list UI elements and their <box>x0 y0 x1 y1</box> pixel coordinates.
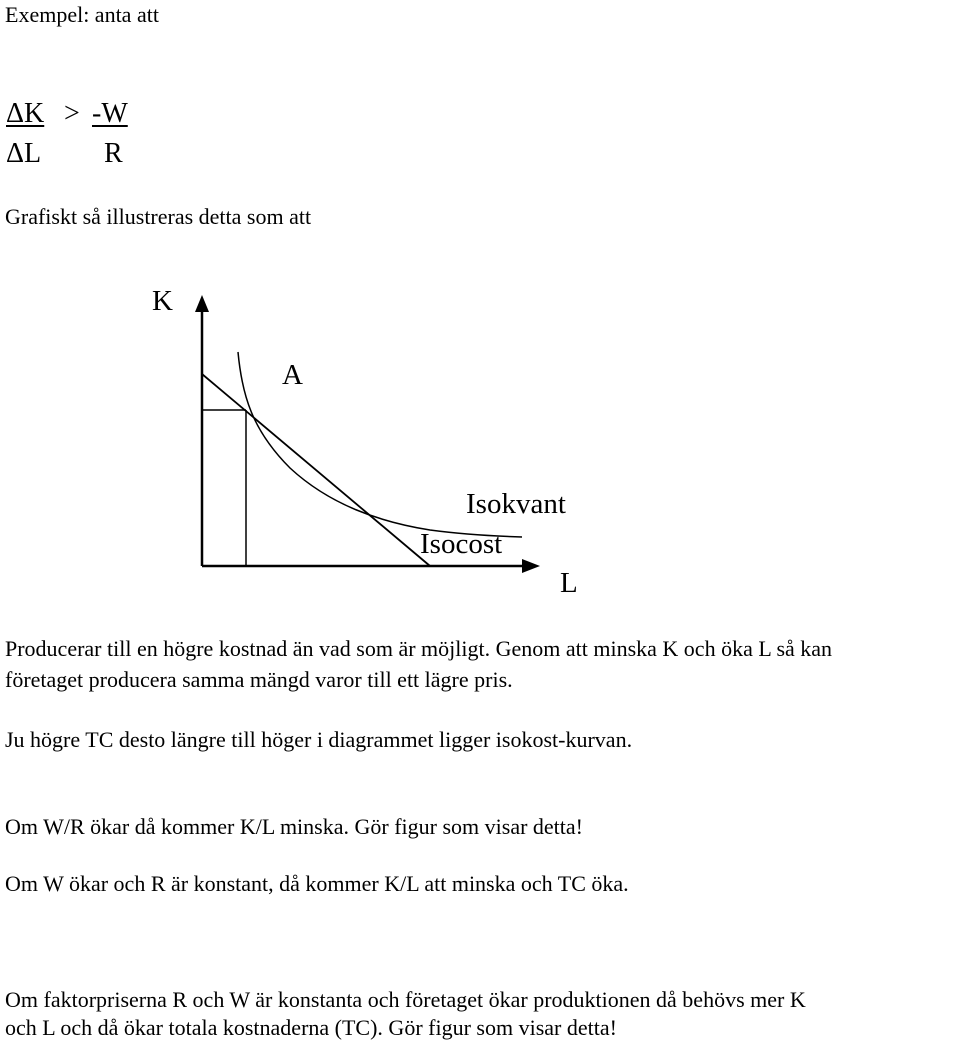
formula-left-numerator: ΔK <box>6 98 45 129</box>
isocost-label: Isocost <box>420 528 503 560</box>
paragraph-5-line-1: Om faktorpriserna R och W är konstanta och företaget ökar produktionen då behövs mer K <box>5 987 806 1012</box>
paragraph-2: Ju högre TC desto längre till höger i diagrammet ligger isokost-kurvan. <box>5 727 633 752</box>
y-axis-arrowhead <box>195 295 209 312</box>
formula-comparator: > <box>64 98 80 129</box>
heading: Exempel: anta att <box>5 2 159 27</box>
y-axis-label: K <box>152 285 173 317</box>
paragraph-5-line-2: och L och då ökar totala kostnaderna (TC). Gör figur som visar detta! <box>5 1015 617 1040</box>
paragraph-1-line-1: Producerar till en högre kostnad än vad som är möjligt. Genom att minska K och öka L så kan <box>5 636 833 661</box>
point-a-label: A <box>282 359 303 391</box>
intro-text: Grafiskt så illustreras detta som att <box>5 204 312 229</box>
paragraph-1-line-2: företaget producera samma mängd varor till ett lägre pris. <box>5 667 513 692</box>
isoquant-label: Isokvant <box>466 488 566 520</box>
formula-left-denominator: ΔL <box>6 138 42 169</box>
paragraph-4: Om W ökar och R är konstant, då kommer K/L att minska och TC öka. <box>5 871 629 896</box>
formula-right-denominator: R <box>104 138 123 169</box>
formula-right-numerator: -W <box>92 98 128 129</box>
paragraph-3: Om W/R ökar då kommer K/L minska. Gör figur som visar detta! <box>5 814 583 839</box>
x-axis-arrowhead <box>522 559 540 573</box>
isocost-line <box>202 374 430 566</box>
x-axis-label: L <box>560 567 578 599</box>
